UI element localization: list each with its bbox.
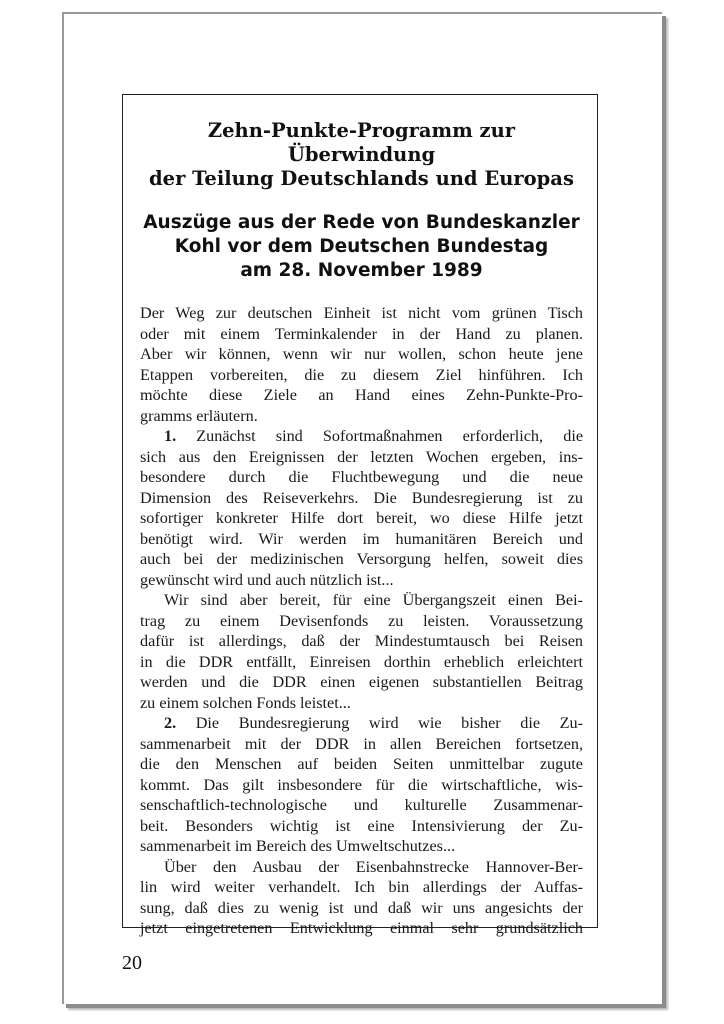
title-line: der Teilung Deutschlands und Europas bbox=[149, 167, 574, 190]
title-line: Zehn-Punkte-Programm zur Überwindung bbox=[207, 119, 516, 166]
point-number: 2. bbox=[164, 714, 177, 732]
text-line: in die DDR entfällt, Einreisen dorthin erheblich erleichtert bbox=[140, 652, 583, 671]
text-line: Etappen vorbereiten, die zu diesem Ziel hinführen. Ich bbox=[140, 365, 583, 384]
text-line: Der Weg zur deutschen Einheit ist nicht vom grünen Tisch bbox=[140, 304, 583, 322]
text-line: oder mit einem Terminkalender in der Hand zu planen. bbox=[140, 324, 583, 343]
text-line: sammenarbeit mit der DDR in allen Bereichen fortsetzen, bbox=[140, 734, 583, 753]
text-line: sich aus den Ereignissen der letzten Wochen ergeben, ins- bbox=[140, 447, 583, 466]
text-line: gewünscht wird und auch nützlich ist... bbox=[140, 570, 394, 589]
text-line: Zunächst sind Sofortmaßnahmen erforderlich, die bbox=[196, 427, 584, 445]
text-line: beit. Besonders wichtig ist eine Intensivierung der Zu- bbox=[140, 816, 583, 835]
text-line: auch bei der medizinischen Versorgung helfen, soweit dies bbox=[140, 550, 583, 568]
subtitle-line: Kohl vor dem Deutschen Bundestag bbox=[174, 236, 549, 257]
text-line: lin wird weiter verhandelt. Ich bin allerdings der Auffas- bbox=[140, 878, 583, 896]
text-line: gramms erläutern. bbox=[140, 406, 258, 425]
text-line: sofortiger konkreter Hilfe dort bereit, wo diese Hilfe jetzt bbox=[140, 509, 583, 527]
text-line: benötigt wird. Wir werden im humanitären Bereich und bbox=[140, 529, 583, 548]
document-title bbox=[140, 119, 583, 191]
text-line: zu einem solchen Fonds leistet... bbox=[140, 693, 351, 712]
speech-excerpt bbox=[140, 303, 583, 939]
subtitle-line: Auszüge aus der Rede von Bundeskanzler bbox=[143, 212, 580, 233]
page-number: 20 bbox=[122, 952, 142, 974]
text-line: möchte diese Ziele an Hand eines Zehn-Punkte-Pro- bbox=[140, 386, 583, 404]
text-line: Die Bundesregierung wird wie bisher die Zu- bbox=[195, 714, 583, 732]
text-line: werden und die DDR einen eigenen substantiellen Beitrag bbox=[140, 673, 583, 691]
text-line: besondere durch die Fluchtbewegung und die neue bbox=[140, 468, 583, 486]
text-line: die den Menschen auf beiden Seiten unmittelbar zugute bbox=[140, 755, 583, 773]
point-1-first-line bbox=[140, 426, 583, 447]
subtitle-line: am 28. November 1989 bbox=[240, 260, 483, 281]
text-line: Dimension des Reiseverkehrs. Die Bundesregierung ist zu bbox=[140, 488, 583, 507]
document-subtitle bbox=[140, 211, 583, 283]
text-line: Wir sind aber bereit, für eine Übergangszeit einen Bei- bbox=[164, 591, 583, 609]
text-line: Aber wir können, wenn wir nur wollen, schon heute jene bbox=[140, 345, 583, 363]
point-2-first-line bbox=[140, 713, 583, 734]
text-line: sammenarbeit im Bereich des Umweltschutzes... bbox=[140, 837, 456, 855]
text-line: kommt. Das gilt insbesondere für die wirtschaftliche, wis- bbox=[140, 775, 583, 794]
text-line: Über den Ausbau der Eisenbahnstrecke Hannover-Ber- bbox=[164, 857, 583, 876]
text-line: senschaftlich-technologische und kulturelle Zusammenar- bbox=[140, 796, 583, 814]
text-line: sung, daß dies zu wenig ist und daß wir uns angesichts der bbox=[140, 898, 583, 917]
text-box bbox=[122, 94, 598, 937]
text-line: jetzt eingetretenen Entwicklung einmal sehr grundsätzlich bbox=[140, 919, 583, 937]
point-number: 1. bbox=[164, 427, 177, 445]
text-line: dafür ist allerdings, daß der Mindestumtausch bei Reisen bbox=[140, 632, 583, 650]
text-line: trag zu einem Devisenfonds zu leisten. Voraussetzung bbox=[140, 611, 583, 630]
